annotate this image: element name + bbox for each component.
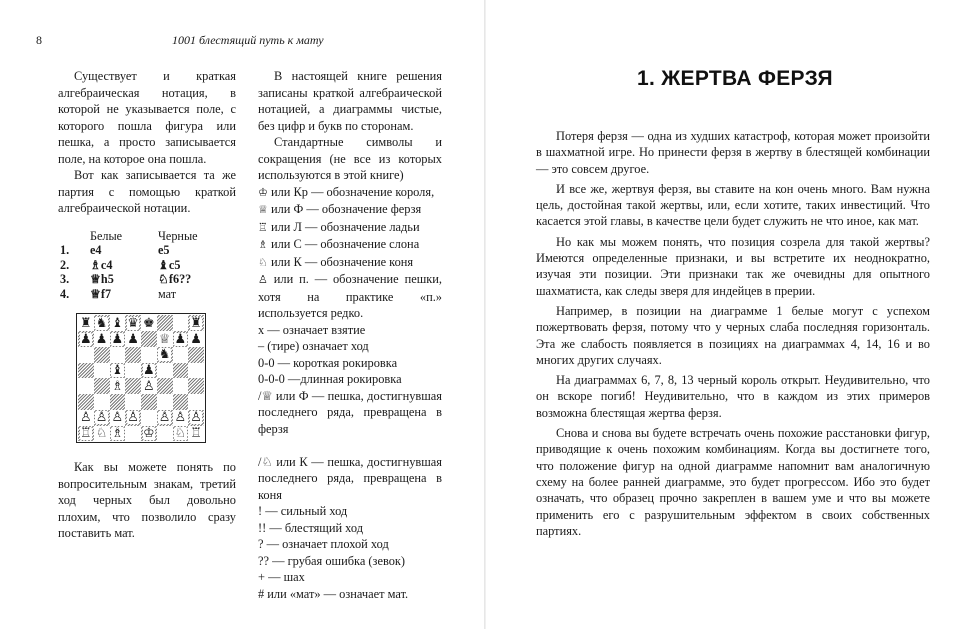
- move-number: 3.: [60, 272, 70, 287]
- chess-piece-icon: ♝: [111, 363, 124, 379]
- chess-piece-icon: ♖: [80, 426, 92, 442]
- symbol-text: или Кр — обозначение короля,: [267, 184, 435, 199]
- notation-item: + — шах: [258, 570, 305, 584]
- paragraph: Как вы можете понять по вопросительным знакам, третий ход черных был довольно плохим, что позволило сразу поставить мат.: [58, 460, 236, 541]
- board-square: [173, 315, 189, 331]
- board-square: [141, 378, 157, 394]
- paragraph: Снова и снова вы будете встречать очень похожие расстановки фигур, приводящие к очень похожим комбинациям. Когда вы достигнете того, что положение фигур на одной диаграмме напомнит вам аналогичную схему на более ранней диаграмме, это будет прогрессом. Ибо это будет означать, что образец прочно закреплен в вашем уме и что вы можете применить его с разрушительным эффектом в своих собственных партиях.: [536, 426, 930, 538]
- chess-piece-icon: ♞: [158, 347, 171, 363]
- board-square: [94, 426, 110, 442]
- board-square: [188, 347, 204, 363]
- board-square: [94, 378, 110, 394]
- board-square: [188, 378, 204, 394]
- paragraph: В настоящей книге решения записаны краткой алгебраической нотацией, а диаграммы чистые, без цифр и букв по сторонам.: [258, 69, 442, 133]
- board-square: [110, 426, 126, 442]
- chess-piece-icon: ♔: [143, 426, 155, 442]
- chapter-body: [536, 128, 930, 543]
- board-square: [78, 426, 94, 442]
- board-square: [141, 363, 157, 379]
- board-square: [188, 426, 204, 442]
- notation-item: – (тире) означает ход: [258, 339, 369, 353]
- symbol-text: или С — обозначение слона: [267, 237, 420, 251]
- chess-piece-icon: ♟: [190, 331, 202, 347]
- chess-board: [78, 315, 204, 441]
- board-square: [141, 315, 157, 331]
- board-square: [94, 363, 110, 379]
- board-square: [141, 410, 157, 426]
- board-square: [157, 410, 173, 426]
- white-move: ♗c4: [90, 257, 113, 272]
- chess-piece-icon: ♙: [158, 410, 171, 426]
- board-square: [141, 394, 157, 410]
- notation-item: [258, 437, 442, 454]
- notation-item: 0-0 — короткая рокировка: [258, 355, 398, 370]
- board-square: [125, 410, 141, 426]
- move-row: [60, 287, 226, 302]
- chess-piece-icon: ♙: [80, 410, 92, 426]
- board-square: [125, 363, 141, 379]
- chess-piece-icon: ♙: [95, 410, 108, 426]
- notation-item: ?? — грубая ошибка (зевок): [258, 553, 406, 568]
- white-move: e4: [90, 243, 102, 258]
- symbol-item: [258, 254, 442, 272]
- board-square: [78, 394, 94, 410]
- board-square: [173, 378, 189, 394]
- symbol-item: [258, 271, 442, 322]
- chess-piece-icon: ♙: [258, 273, 268, 286]
- board-square: [188, 394, 204, 410]
- board-square: [78, 331, 94, 347]
- left-column: [58, 68, 236, 542]
- notation-item: ? — означает плохой ход: [258, 537, 389, 551]
- paragraph: Стандартные символы и сокращения (не все из которых используются в этой книге): [258, 135, 442, 182]
- board-square: [125, 347, 141, 363]
- chess-piece-icon: ♖: [258, 220, 268, 234]
- notation-item: x — означает взятие: [258, 322, 366, 337]
- moves-table: [60, 229, 226, 302]
- black-move: ♘f6??: [158, 272, 192, 287]
- board-square: [110, 378, 126, 394]
- board-square: [78, 410, 94, 426]
- chess-piece-icon: ♝: [111, 315, 124, 331]
- chess-piece-icon: ♜: [80, 315, 92, 331]
- chess-piece-icon: ♟: [80, 331, 92, 347]
- chess-piece-icon: ♟: [174, 331, 187, 347]
- notation-item: # или «мат» — означает мат.: [258, 586, 409, 601]
- board-square: [157, 347, 173, 363]
- chess-piece-icon: ♟: [143, 363, 155, 379]
- paragraph: Существует и краткая алгебраическая нотация, в которой не указывается поле, с которого пошла фигура или пешка, а просто записывается поле, на которое она пошла.: [58, 69, 236, 166]
- board-square: [173, 426, 189, 442]
- page-number: 8: [36, 33, 42, 47]
- chess-piece-icon: ♛: [127, 315, 139, 331]
- board-square: [188, 363, 204, 379]
- board-square: [110, 394, 126, 410]
- white-move: ♕h5: [90, 272, 114, 287]
- chess-piece-icon: ♗: [111, 378, 124, 394]
- board-square: [78, 378, 94, 394]
- notation-item: !! — блестящий ход: [258, 520, 364, 535]
- board-square: [78, 363, 94, 379]
- right-page: [486, 0, 970, 629]
- chess-piece-icon: ♟: [127, 331, 139, 347]
- board-square: [94, 410, 110, 426]
- chess-piece-icon: ♟: [111, 331, 124, 347]
- board-square: [188, 331, 204, 347]
- board-square: [173, 410, 189, 426]
- running-title: 1001 блестящий путь к мату: [172, 33, 324, 47]
- board-square: [110, 347, 126, 363]
- chess-piece-icon: ♔: [258, 185, 268, 199]
- chess-piece-icon: ♙: [127, 410, 139, 426]
- board-square: [94, 347, 110, 363]
- board-square: [157, 363, 173, 379]
- move-row: [60, 272, 226, 287]
- board-square: [78, 347, 94, 363]
- symbol-item: [258, 236, 442, 254]
- chess-piece-icon: ♞: [95, 315, 108, 331]
- board-square: [141, 347, 157, 363]
- chess-piece-icon: ♚: [143, 315, 155, 331]
- moves-header-white: Белые: [90, 228, 123, 243]
- paragraph: Например, в позиции на диаграмме 1 белые могут с успехом пожертвовать ферзя, потому что у черных слаба последняя горизонталь. Эта же слабость появляется в позициях на диаграммах 4, 14, 16 и во многих других случаях.: [536, 303, 930, 367]
- board-square: [157, 315, 173, 331]
- move-number: 2.: [60, 257, 70, 272]
- paragraph: На диаграммах 6, 7, 8, 13 черный король открыт. Неудивительно, что он вскоре погиб! Неудивительно, что в каждом из этих примеров возможна блестящая жертва ферзя.: [536, 373, 930, 420]
- chess-piece-icon: ♖: [190, 426, 202, 442]
- move-row: [60, 243, 226, 258]
- board-square: [94, 394, 110, 410]
- board-square: [94, 315, 110, 331]
- black-move: ♝c5: [158, 257, 181, 272]
- black-move: e5: [158, 243, 170, 258]
- board-square: [125, 426, 141, 442]
- move-row: [60, 258, 226, 273]
- chess-piece-icon: ♕: [258, 203, 268, 216]
- notation-item: 0-0-0 —длинная рокировка: [258, 372, 402, 386]
- chess-piece-icon: ♗: [111, 426, 124, 442]
- left-page: [0, 0, 484, 629]
- paragraph: Но как мы можем понять, что позиция созрела для такой жертвы? Имеются определенные признаки, и вы встретите их неоднократно, изучая эти позиции. Эти признаки так же очевидны для опытного шахматиста, как следы зверя для индейцев в прерии.: [536, 234, 930, 298]
- notation-item: /♘ или К — пешка, достигнувшая последнего ряда, превращена в коня: [258, 454, 442, 502]
- board-square: [157, 331, 173, 347]
- black-move: мат: [158, 286, 177, 301]
- board-square: [110, 410, 126, 426]
- board-square: [125, 331, 141, 347]
- chess-piece-icon: ♟: [95, 331, 108, 347]
- chess-piece-icon: ♙: [190, 410, 202, 426]
- board-square: [110, 363, 126, 379]
- move-number: 1.: [60, 243, 70, 258]
- chess-piece-icon: ♜: [190, 315, 202, 331]
- paragraph: И все же, жертвуя ферзя, вы ставите на кон очень много. Вам нужна цель, достойная такой жертвы, или, если хотите, таких инвестиций. Что касается этой главы, в качестве цели будет служить не что иное, как мат.: [536, 181, 930, 229]
- moves-header-black: Черные: [158, 228, 198, 243]
- chapter-title: 1. ЖЕРТВА ФЕРЗЯ: [637, 67, 833, 90]
- chess-piece-icon: ♙: [111, 410, 124, 426]
- symbol-list: [258, 184, 442, 322]
- symbol-item: [258, 219, 442, 237]
- chess-piece-icon: ♕: [158, 331, 171, 347]
- board-square: [157, 394, 173, 410]
- board-square: [173, 347, 189, 363]
- move-number: 4.: [60, 286, 70, 301]
- symbol-text: или К — обозначение коня: [267, 254, 414, 269]
- board-square: [188, 410, 204, 426]
- board-square: [125, 378, 141, 394]
- board-square: [94, 331, 110, 347]
- board-square: [173, 394, 189, 410]
- board-square: [188, 315, 204, 331]
- notation-item: /♕ или Ф — пешка, достигнувшая последнего ряда, превращена в ферзя: [258, 388, 442, 436]
- board-square: [157, 378, 173, 394]
- board-square: [110, 331, 126, 347]
- chess-piece-icon: ♘: [95, 426, 108, 442]
- board-square: [78, 315, 94, 331]
- board-square: [157, 426, 173, 442]
- chess-piece-icon: ♙: [174, 410, 187, 426]
- board-square: [141, 426, 157, 442]
- symbol-text: или Ф — обозначение ферзя: [267, 202, 422, 216]
- symbol-text: или Л — обозначение ладьи: [267, 219, 420, 234]
- notation-item: ! — сильный ход: [258, 504, 348, 518]
- paragraph: Потеря ферзя — одна из худших катастроф, которая может произойти в шахматной игре. Но принести ферзя в жертву в блестящей комбинации — это совсем другое.: [536, 129, 930, 176]
- board-square: [125, 394, 141, 410]
- right-column: [258, 68, 442, 602]
- paragraph: Вот как записывается та же партия с помощью краткой алгебраической нотации.: [58, 168, 236, 215]
- notation-list: [258, 322, 442, 603]
- chess-piece-icon: ♘: [258, 255, 268, 269]
- board-square: [173, 363, 189, 379]
- chess-piece-icon: ♗: [258, 238, 268, 251]
- board-square: [110, 315, 126, 331]
- symbol-item: [258, 201, 442, 219]
- white-move: ♕f7: [90, 286, 112, 301]
- symbol-item: [258, 184, 442, 202]
- chess-piece-icon: ♙: [143, 378, 155, 394]
- board-square: [173, 331, 189, 347]
- symbol-text: или п. — обозначение пешки, хотя на практике «п.» используется редко.: [258, 272, 442, 320]
- board-square: [125, 315, 141, 331]
- board-square: [141, 331, 157, 347]
- chess-piece-icon: ♘: [174, 426, 187, 442]
- chess-diagram: [76, 313, 206, 443]
